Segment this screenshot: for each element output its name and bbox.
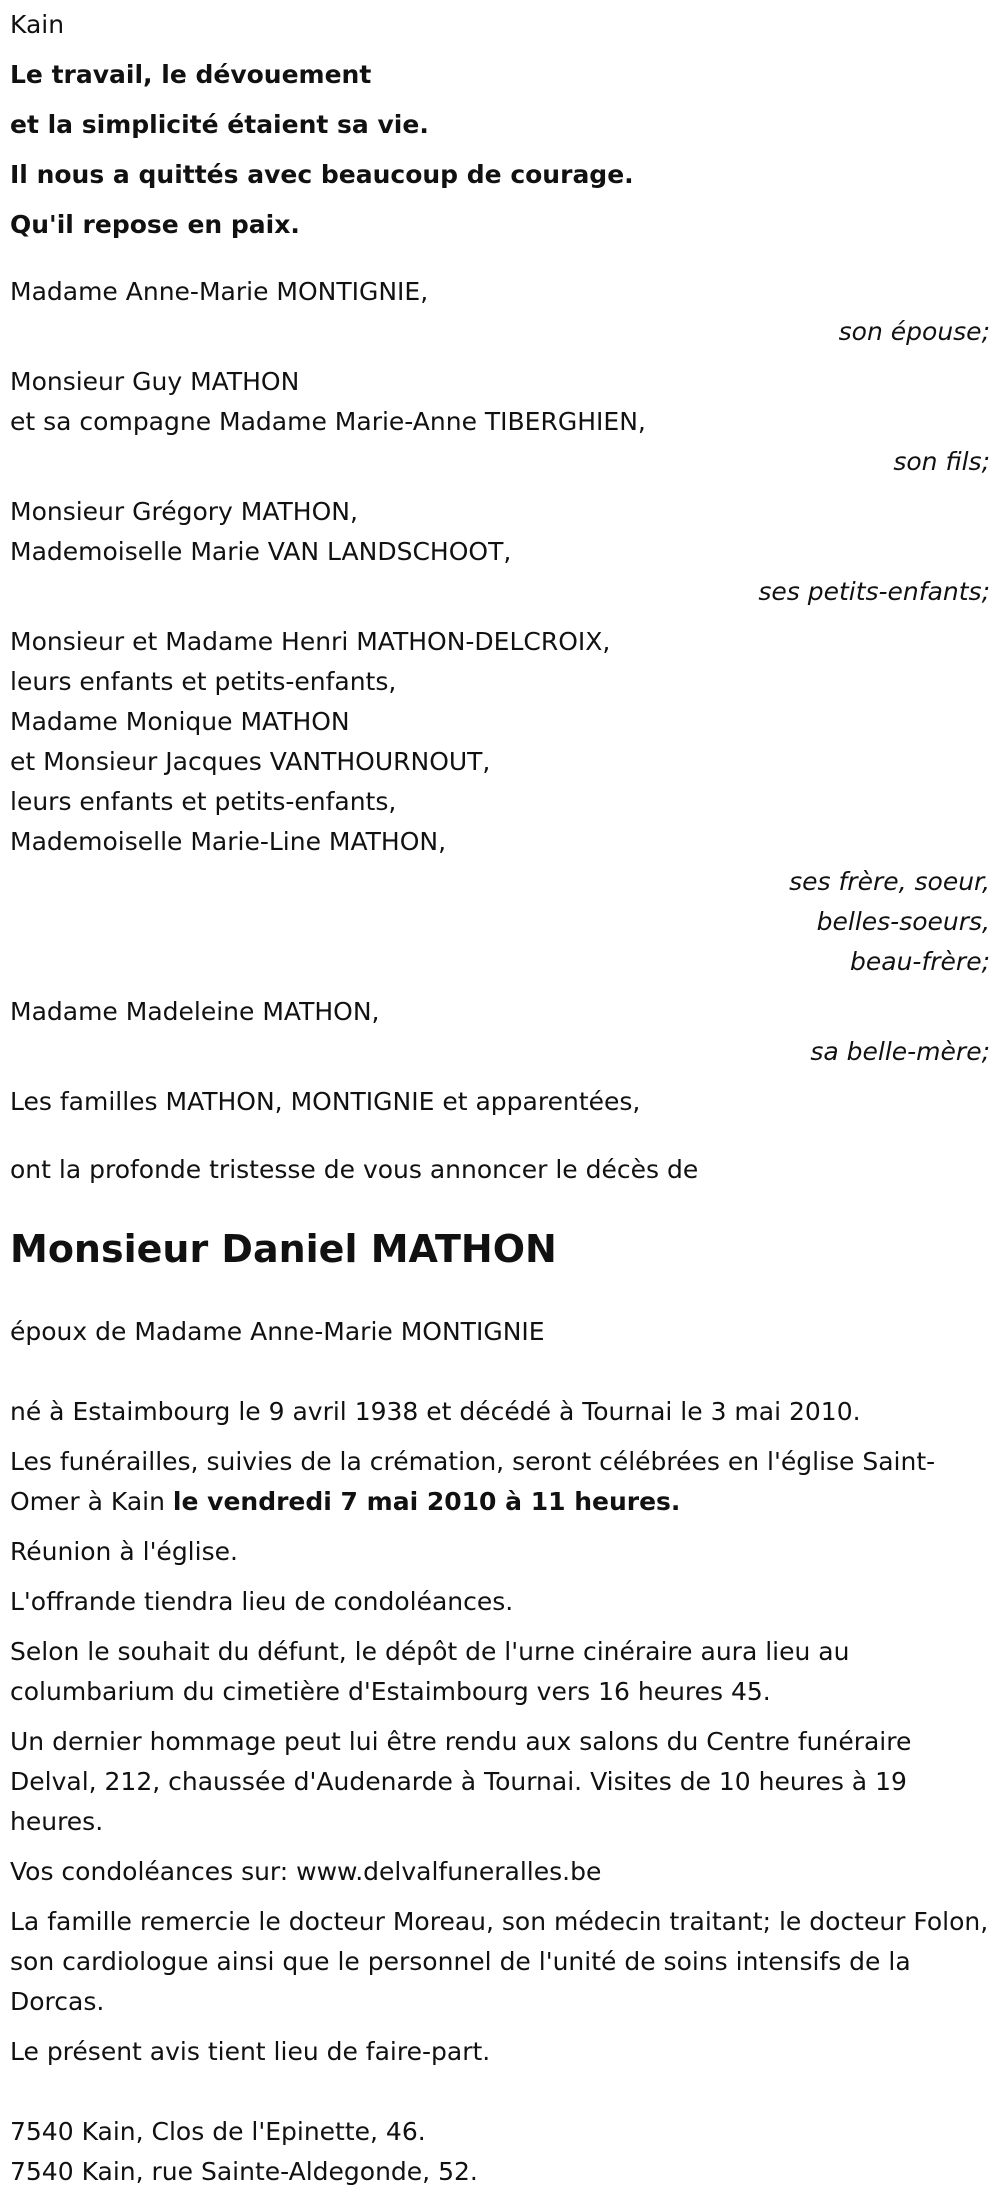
funeral-intro: Les funérailles, suivies de la crémation, seront célébrées en l'église Saint-Omer à Kain (10, 1447, 936, 1516)
family-role: son épouse; (838, 317, 990, 346)
notice: Le présent avis tient lieu de faire-part. (10, 2037, 491, 2066)
family-name: Les familles MATHON, MONTIGNIE et apparentées, (10, 1087, 641, 1116)
funeral-date: le vendredi 7 mai 2010 à 11 heures. (172, 1487, 681, 1516)
poem-line: Le travail, le dévouement (10, 60, 372, 89)
poem-line: et la simplicité étaient sa vie. (10, 110, 429, 139)
family-name: Madame Madeleine MATHON, (10, 997, 380, 1026)
family-name: leurs enfants et petits-enfants, (10, 667, 397, 696)
poem-line: Il nous a quittés avec beaucoup de courage. (10, 160, 634, 189)
birth-death: né à Estaimbourg le 9 avril 1938 et décédé à Tournai le 3 mai 2010. (10, 1397, 861, 1426)
family-block-son (10, 362, 990, 482)
family-name: Madame Monique MATHON (10, 707, 350, 736)
homage-info: Un dernier hommage peut lui être rendu aux salons du Centre funéraire Delval, 212, chaussée d'Audenarde à Tournai. Visites de 10 heures à 19 heures. (10, 1727, 912, 1836)
family-name: Mademoiselle Marie VAN LANDSCHOOT, (10, 537, 512, 566)
location: Kain (10, 10, 65, 39)
spouse-line: époux de Madame Anne-Marie MONTIGNIE (10, 1317, 545, 1346)
family-block-mother-in-law (10, 992, 990, 1072)
family-name: Monsieur Grégory MATHON, (10, 497, 358, 526)
poem (10, 8, 990, 250)
address-line: 7540 Kain, Clos de l'Epinette, 46. (10, 2117, 426, 2146)
deceased-name: Monsieur Daniel MATHON (10, 1227, 557, 1271)
family-role: ses petits-enfants; (758, 577, 990, 606)
poem-line: Qu'il repose en paix. (10, 210, 300, 239)
family-role: son fils; (893, 447, 990, 476)
funeral-info (10, 1442, 990, 1522)
condolences-link[interactable]: Vos condoléances sur: www.delvalfuneralles.be (10, 1857, 602, 1886)
family-name: et Monsieur Jacques VANTHOURNOUT, (10, 747, 491, 776)
family-block-families (10, 1082, 990, 1122)
thanks: La famille remercie le docteur Moreau, son médecin traitant; le docteur Folon, son cardiologue ainsi que le personnel de l'unité de soins intensifs de la Dorcas. (10, 1907, 989, 2016)
family-name: leurs enfants et petits-enfants, (10, 787, 397, 816)
family-role: beau-frère; (850, 947, 990, 976)
family-block-siblings (10, 622, 990, 982)
family-block-grandchildren (10, 492, 990, 612)
offering: L'offrande tiendra lieu de condoléances. (10, 1587, 514, 1616)
address-line: 7540 Kain, rue Sainte-Aldegonde, 52. (10, 2157, 478, 2186)
family-name: Monsieur Guy MATHON (10, 367, 300, 396)
family-block-spouse (10, 272, 990, 352)
reunion: Réunion à l'église. (10, 1537, 238, 1566)
urn-info: Selon le souhait du défunt, le dépôt de l'urne cinéraire aura lieu au columbarium du cimetière d'Estaimbourg vers 16 heures 45. (10, 1637, 850, 1706)
family-name: Mademoiselle Marie-Line MATHON, (10, 827, 447, 856)
family-name: et sa compagne Madame Marie-Anne TIBERGHIEN, (10, 407, 646, 436)
announcement: ont la profonde tristesse de vous annoncer le décès de (10, 1155, 699, 1184)
family-role: belles-soeurs, (816, 907, 990, 936)
family-role: sa belle-mère; (810, 1037, 990, 1066)
addresses (10, 2112, 990, 2192)
family-name: Monsieur et Madame Henri MATHON-DELCROIX, (10, 627, 611, 656)
family-role: ses frère, soeur, (789, 867, 990, 896)
family-name: Madame Anne-Marie MONTIGNIE, (10, 277, 429, 306)
